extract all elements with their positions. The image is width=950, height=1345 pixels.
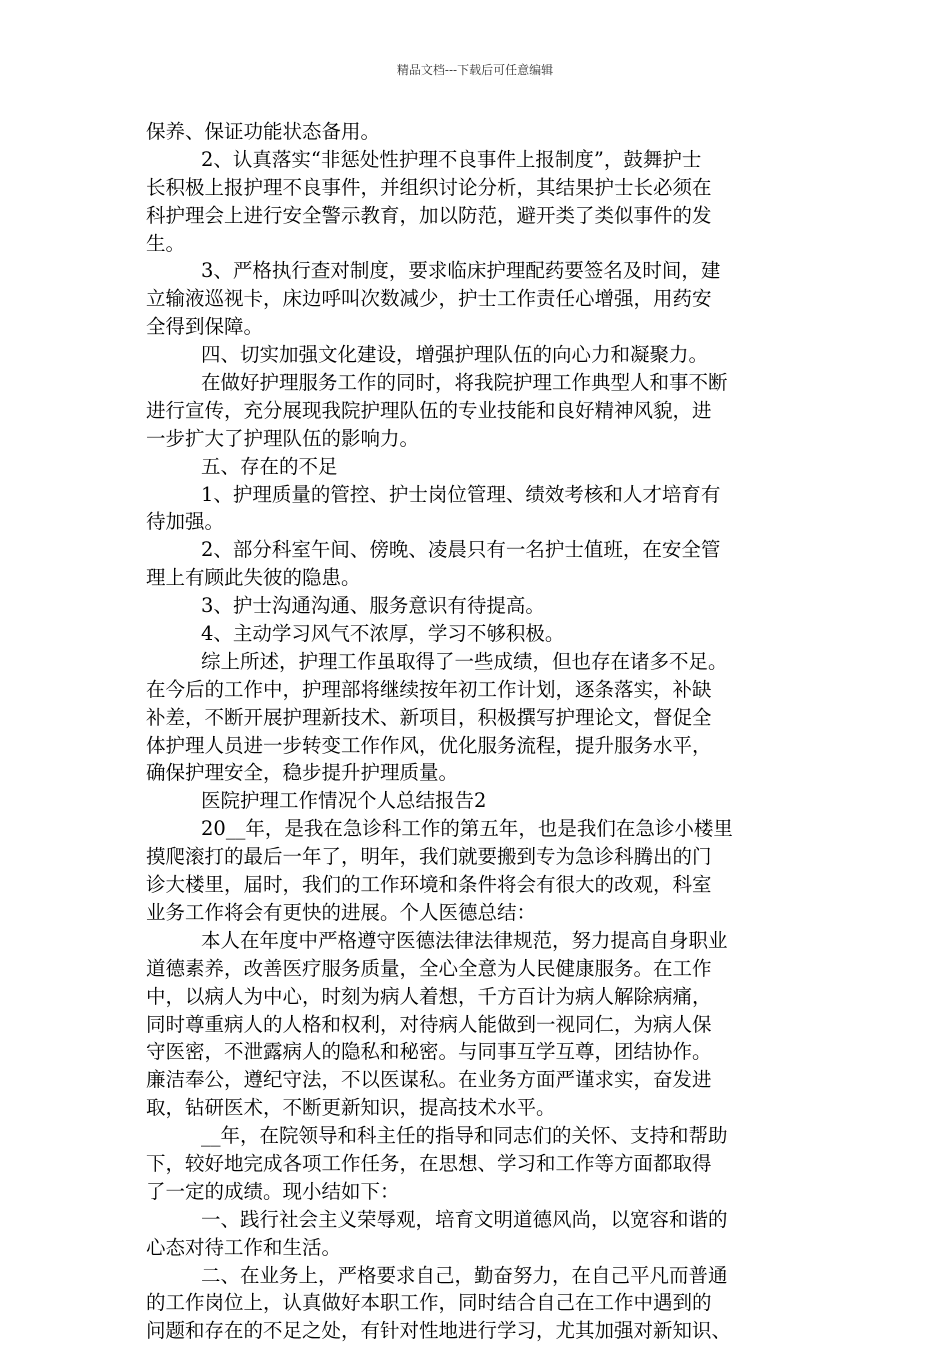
paragraph: [146, 592, 822, 620]
text-line: 本人在年度中严格遵守医德法律法律规范，努力提高自身职业: [201, 928, 728, 952]
text-line: 保养、保证功能状态备用。: [146, 120, 381, 143]
text-line: 综上所述，护理工作虽取得了一些成绩，但也存在诸多不足。: [201, 649, 728, 673]
text-line: 2、认真落实“非惩处性护理不良事件上报制度”，鼓舞护士: [201, 147, 702, 171]
text-line: 2、部分科室午间、傍晚、凌晨只有一名护士值班，在安全管: [201, 538, 721, 562]
text-line: 业务工作将会有更快的进展。个人医德总结：: [146, 900, 537, 924]
text-line: 在今后的工作中，护理部将继续按年初工作计划，逐条落实，补缺: [146, 677, 712, 701]
text-line: 问题和存在的不足之处，有针对性地进行学习，尤其加强对新知识、: [146, 1319, 732, 1343]
paragraph: [146, 1122, 822, 1206]
text-line: 同时尊重病人的人格和权利，对待病人能做到一视同仁，为病人保: [146, 1012, 712, 1036]
text-line: 4、主动学习风气不浓厚，学习不够积极。: [201, 622, 565, 646]
text-line: 守医密，不泄露病人的隐私和秘密。与同事互学互尊，团结协作。: [146, 1040, 712, 1064]
paragraph: [146, 815, 822, 927]
text-line: 一步扩大了护理队伍的影响力。: [146, 426, 420, 450]
text-line: 取，钻研医术，不断更新知识，提高技术水平。: [146, 1096, 556, 1120]
text-line: 全得到保障。: [146, 315, 264, 339]
text-line: __年，在院领导和科主任的指导和同志们的关怀、支持和帮助: [201, 1124, 728, 1148]
text-line: 心态对待工作和生活。: [146, 1235, 342, 1259]
text-line: 体护理人员进一步转变工作作风，优化服务流程，提升服务水平，: [146, 733, 712, 757]
text-line: 进行宣传，充分展现我院护理队伍的专业技能和良好精神风貌，进: [146, 398, 712, 422]
paragraph: [146, 787, 822, 815]
text-line: 下，较好地完成各项工作任务，在思想、学习和工作等方面都取得: [146, 1151, 712, 1175]
text-line: 立输液巡视卡，床边呼叫次数减少，护士工作责任心增强，用药安: [146, 287, 712, 311]
text-line: 五、存在的不足: [201, 454, 338, 478]
paragraph: [146, 118, 822, 146]
text-line: 廉洁奉公，遵纪守法，不以医谋私。在业务方面严谨求实，奋发进: [146, 1068, 712, 1092]
text-line: 的工作岗位上，认真做好本职工作，同时结合自己在工作中遇到的: [146, 1291, 712, 1315]
text-line: 在做好护理服务工作的同时，将我院护理工作典型人和事不断: [201, 371, 728, 395]
paragraph: [146, 927, 822, 1122]
paragraph: [146, 146, 822, 258]
text-line: 科护理会上进行安全警示教育，加以防范，避开类了类似事件的发: [146, 203, 712, 227]
text-line: 一、践行社会主义荣辱观，培育文明道德风尚，以宽容和谐的: [201, 1207, 728, 1231]
paragraph: [146, 369, 822, 453]
paragraph: [146, 536, 822, 592]
document-body: [146, 118, 822, 1345]
text-line: 医院护理工作情况个人总结报告2: [201, 789, 487, 813]
text-line: 3、严格执行查对制度，要求临床护理配药要签名及时间，建: [201, 259, 721, 283]
text-line: 诊大楼里，届时，我们的工作环境和条件将会有很大的改观，科室: [146, 873, 712, 897]
text-line: 生。: [146, 231, 186, 255]
text-line: 四、切实加强文化建设，增强护理队伍的向心力和凝聚力。: [201, 343, 709, 367]
text-line: 摸爬滚打的最后一年了，明年，我们就要搬到专为急诊科腾出的门: [146, 845, 712, 869]
paragraph: [146, 620, 822, 648]
paragraph: [146, 1262, 822, 1345]
paragraph: [146, 481, 822, 537]
text-line: 道德素养，改善医疗服务质量，全心全意为人民健康服务。在工作: [146, 956, 712, 980]
text-line: 长积极上报护理不良事件，并组织讨论分析，其结果护士长必须在: [146, 175, 712, 199]
text-line: 补差，不断开展护理新技术、新项目，积极撰写护理论文，督促全: [146, 705, 712, 729]
text-line: 了一定的成绩。现小结如下：: [146, 1179, 400, 1203]
text-line: 20__年，是我在急诊科工作的第五年，也是我们在急诊小楼里: [201, 817, 733, 841]
paragraph: [146, 1206, 822, 1262]
text-line: 确保护理安全，稳步提升护理质量。: [146, 761, 459, 785]
text-line: 中，以病人为中心，时刻为病人着想，千方百计为病人解除病痛，: [146, 984, 712, 1008]
paragraph: [146, 453, 822, 481]
paragraph: [146, 257, 822, 341]
text-line: 理上有顾此失彼的隐患。: [146, 566, 361, 590]
text-line: 待加强。: [146, 510, 225, 534]
text-line: 3、护士沟通沟通、服务意识有待提高。: [201, 594, 545, 618]
page-header: 精品文档---下载后可任意编辑: [396, 63, 554, 77]
paragraph: [146, 341, 822, 369]
paragraph: [146, 648, 822, 787]
text-line: 1、护理质量的管控、护士岗位管理、绩效考核和人才培育有: [201, 482, 721, 506]
text-line: 二、在业务上，严格要求自己，勤奋努力，在自己平凡而普通: [201, 1263, 728, 1287]
